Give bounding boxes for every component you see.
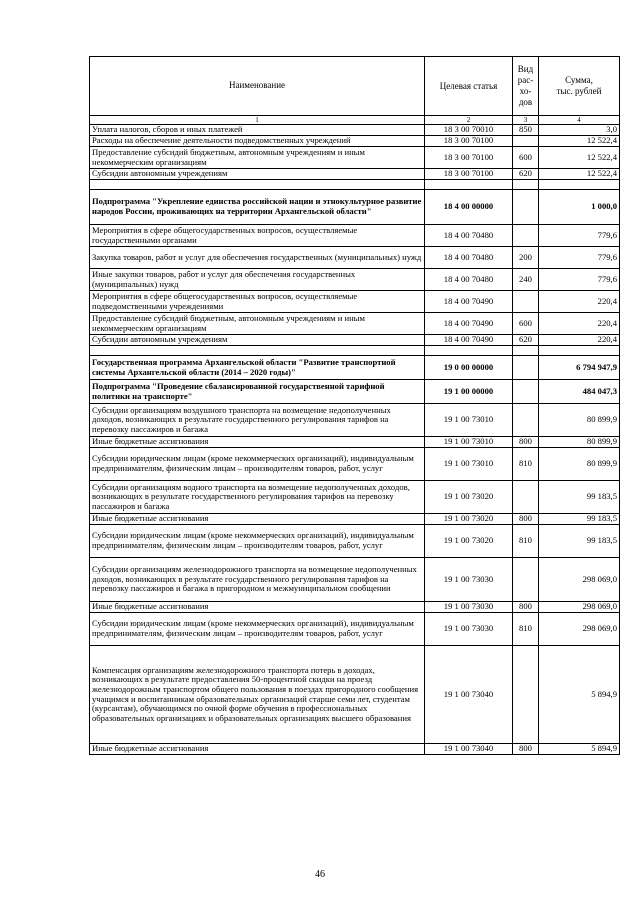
row-code-cell: 18 4 00 70480 (425, 247, 513, 269)
spacer-row (90, 180, 620, 190)
row-sum-cell: 12 522,4 (539, 169, 620, 180)
spacer-cell (425, 180, 513, 190)
table-row (90, 247, 620, 269)
row-kind-cell: 810 (513, 525, 539, 558)
row-sum-cell: 220,4 (539, 291, 620, 313)
row-kind-cell (513, 356, 539, 380)
row-name-cell: Закупка товаров, работ и услуг для обеспечения государственных (муниципальных) нужд (90, 247, 425, 269)
row-sum-cell: 80 899,9 (539, 404, 620, 437)
header-kind-line: дов (518, 97, 533, 107)
header-sum-line: Сумма, (565, 75, 593, 85)
table-row (90, 169, 620, 180)
row-kind-cell: 600 (513, 313, 539, 335)
row-code-cell: 19 1 00 73020 (425, 481, 513, 514)
row-code-cell: 19 1 00 00000 (425, 380, 513, 404)
table-row (90, 380, 620, 404)
table-row (90, 514, 620, 525)
budget-table (89, 56, 620, 755)
row-code-cell: 19 1 00 73010 (425, 404, 513, 437)
row-code-cell: 19 1 00 73020 (425, 525, 513, 558)
column-number-row (90, 116, 620, 125)
row-sum-cell: 779,6 (539, 247, 620, 269)
row-kind-cell: 600 (513, 147, 539, 169)
row-code-cell: 18 4 00 70490 (425, 313, 513, 335)
table-row (90, 356, 620, 380)
row-kind-cell (513, 136, 539, 147)
row-code-cell: 18 3 00 70010 (425, 125, 513, 136)
spacer-cell (90, 346, 425, 356)
row-kind-cell (513, 404, 539, 437)
row-code-cell: 18 4 00 70480 (425, 225, 513, 247)
table-row (90, 437, 620, 448)
header-name: Наименование (90, 57, 425, 116)
header-row (90, 57, 620, 116)
header-kind-line: Вид (517, 64, 534, 74)
row-kind-cell: 800 (513, 744, 539, 755)
table-row (90, 481, 620, 514)
row-code-cell: 19 1 00 73030 (425, 558, 513, 602)
row-sum-cell: 80 899,9 (539, 437, 620, 448)
row-kind-cell: 240 (513, 269, 539, 291)
row-sum-cell: 12 522,4 (539, 147, 620, 169)
header-kind-line: рас- (517, 75, 534, 85)
spacer-cell (513, 180, 539, 190)
row-sum-cell: 80 899,9 (539, 448, 620, 481)
row-code-cell: 18 3 00 70100 (425, 169, 513, 180)
row-sum-cell: 1 000,0 (539, 190, 620, 225)
row-name-cell: Субсидии юридическим лицам (кроме некоммерческих организаций), индивидуальным предпринимателям, физическим лицам – производителям товаров, работ, услуг (90, 448, 425, 481)
row-name-cell: Субсидии организациям железнодорожного транспорта на возмещение недополученных доходов, возникающих в результате государственного регулирования тарифов на перевозку пассажиров и багажа в пригородном и межмуниципальном сообщении (90, 558, 425, 602)
row-sum-cell: 298 069,0 (539, 558, 620, 602)
row-name-cell: Субсидии юридическим лицам (кроме некоммерческих организаций), индивидуальным предпринимателям, физическим лицам – производителям товаров, работ, услуг (90, 525, 425, 558)
column-number: 1 (90, 116, 425, 125)
header-code: Целевая статья (425, 57, 513, 116)
row-name-cell: Подпрограмма "Укрепление единства российской нации и этнокультурное развитие народов России, проживающих на территории Архангельской области" (90, 190, 425, 225)
row-name-cell: Иные бюджетные ассигнования (90, 602, 425, 613)
row-kind-cell (513, 190, 539, 225)
row-sum-cell: 5 894,9 (539, 744, 620, 755)
row-name-cell: Мероприятия в сфере общегосударственных вопросов, осуществляемые подведомственными учреждениями (90, 291, 425, 313)
row-code-cell: 19 1 00 73040 (425, 744, 513, 755)
row-name-cell: Предоставление субсидий бюджетным, автономным учреждениям и иным некоммерческим организациям (90, 313, 425, 335)
table-row (90, 335, 620, 346)
table-row (90, 646, 620, 744)
row-code-cell: 19 1 00 73020 (425, 514, 513, 525)
row-sum-cell: 99 183,5 (539, 481, 620, 514)
table-row (90, 291, 620, 313)
row-kind-cell: 810 (513, 448, 539, 481)
row-kind-cell: 810 (513, 613, 539, 646)
row-sum-cell: 220,4 (539, 335, 620, 346)
column-number: 2 (425, 116, 513, 125)
row-kind-cell (513, 481, 539, 514)
header-sum-line: тыс. рублей (556, 86, 602, 96)
row-kind-cell: 800 (513, 437, 539, 448)
row-code-cell: 18 4 00 70490 (425, 335, 513, 346)
row-name-cell: Государственная программа Архангельской области "Развитие транспортной системы Архангельской области (2014 – 2020 годы)" (90, 356, 425, 380)
row-kind-cell: 850 (513, 125, 539, 136)
row-code-cell: 19 1 00 73030 (425, 602, 513, 613)
row-sum-cell: 779,6 (539, 225, 620, 247)
row-name-cell: Мероприятия в сфере общегосударственных вопросов, осуществляемые государственными органами (90, 225, 425, 247)
table-row (90, 558, 620, 602)
row-sum-cell: 99 183,5 (539, 525, 620, 558)
header-kind-line: хо- (519, 86, 532, 96)
row-kind-cell: 620 (513, 335, 539, 346)
row-sum-cell: 220,4 (539, 313, 620, 335)
header-sum (539, 57, 620, 116)
table-row (90, 744, 620, 755)
row-code-cell: 19 1 00 73010 (425, 448, 513, 481)
row-name-cell: Субсидии организациям воздушного транспорта на возмещение недополученных доходов, возникающих в результате государственного регулирования тарифов на перевозку пассажиров и багажа (90, 404, 425, 437)
page-number: 46 (315, 869, 325, 880)
row-code-cell: 18 3 00 70100 (425, 136, 513, 147)
row-kind-cell: 800 (513, 602, 539, 613)
table-row (90, 147, 620, 169)
row-sum-cell: 298 069,0 (539, 613, 620, 646)
row-sum-cell: 484 047,3 (539, 380, 620, 404)
row-name-cell: Иные бюджетные ассигнования (90, 744, 425, 755)
row-name-cell: Субсидии автономным учреждениям (90, 335, 425, 346)
spacer-row (90, 346, 620, 356)
table-row (90, 613, 620, 646)
table-row (90, 525, 620, 558)
row-name-cell: Иные закупки товаров, работ и услуг для обеспечения государственных (муниципальных) нужд (90, 269, 425, 291)
row-kind-cell: 200 (513, 247, 539, 269)
row-name-cell: Подпрограмма "Проведение сбалансированной государственной тарифной политики на транспорте" (90, 380, 425, 404)
row-name-cell: Субсидии автономным учреждениям (90, 169, 425, 180)
row-code-cell: 19 1 00 73040 (425, 646, 513, 744)
row-code-cell: 18 3 00 70100 (425, 147, 513, 169)
row-name-cell: Компенсация организациям железнодорожного транспорта потерь в доходах, возникающих в результате предоставления 50-процентной скидки на проезд железнодорожным транспортом общего пользования в поездах пригородного сообщения учащимся и воспитанникам образовательных организаций старше семи лет, студентам (курсантам), обучающимся по очной форме обучения в профессиональных образовательных организациях и образовательных организациях высшего образования (90, 646, 425, 744)
row-kind-cell (513, 291, 539, 313)
row-sum-cell: 3,0 (539, 125, 620, 136)
spacer-cell (513, 346, 539, 356)
row-sum-cell: 298 069,0 (539, 602, 620, 613)
row-name-cell: Предоставление субсидий бюджетным, автономным учреждениям и иным некоммерческим организациям (90, 147, 425, 169)
row-kind-cell: 620 (513, 169, 539, 180)
table-row (90, 404, 620, 437)
row-sum-cell: 779,6 (539, 269, 620, 291)
budget-table-body (90, 57, 620, 755)
row-kind-cell (513, 380, 539, 404)
table-row (90, 269, 620, 291)
column-number: 4 (539, 116, 620, 125)
row-code-cell: 18 4 00 70480 (425, 269, 513, 291)
table-row (90, 602, 620, 613)
row-sum-cell: 12 522,4 (539, 136, 620, 147)
row-name-cell: Субсидии организациям водного транспорта на возмещение недополученных доходов, возникающих в результате государственного регулирования тарифов на перевозку пассажиров и багажа (90, 481, 425, 514)
table-row (90, 190, 620, 225)
header-kind (513, 57, 539, 116)
spacer-cell (539, 346, 620, 356)
row-name-cell: Уплата налогов, сборов и иных платежей (90, 125, 425, 136)
row-code-cell: 18 4 00 00000 (425, 190, 513, 225)
row-sum-cell: 5 894,9 (539, 646, 620, 744)
spacer-cell (425, 346, 513, 356)
row-kind-cell (513, 558, 539, 602)
row-code-cell: 19 1 00 73030 (425, 613, 513, 646)
table-row (90, 125, 620, 136)
table-row (90, 448, 620, 481)
row-name-cell: Иные бюджетные ассигнования (90, 514, 425, 525)
column-number: 3 (513, 116, 539, 125)
row-code-cell: 18 4 00 70490 (425, 291, 513, 313)
row-sum-cell: 99 183,5 (539, 514, 620, 525)
row-code-cell: 19 1 00 73010 (425, 437, 513, 448)
table-row (90, 136, 620, 147)
row-name-cell: Расходы на обеспечение деятельности подведомственных учреждений (90, 136, 425, 147)
row-name-cell: Иные бюджетные ассигнования (90, 437, 425, 448)
table-row (90, 313, 620, 335)
row-kind-cell: 800 (513, 514, 539, 525)
spacer-cell (539, 180, 620, 190)
spacer-cell (90, 180, 425, 190)
table-row (90, 225, 620, 247)
row-kind-cell (513, 225, 539, 247)
row-sum-cell: 6 794 947,9 (539, 356, 620, 380)
row-code-cell: 19 0 00 00000 (425, 356, 513, 380)
row-kind-cell (513, 646, 539, 744)
row-name-cell: Субсидии юридическим лицам (кроме некоммерческих организаций), индивидуальным предпринимателям, физическим лицам – производителям товаров, работ, услуг (90, 613, 425, 646)
